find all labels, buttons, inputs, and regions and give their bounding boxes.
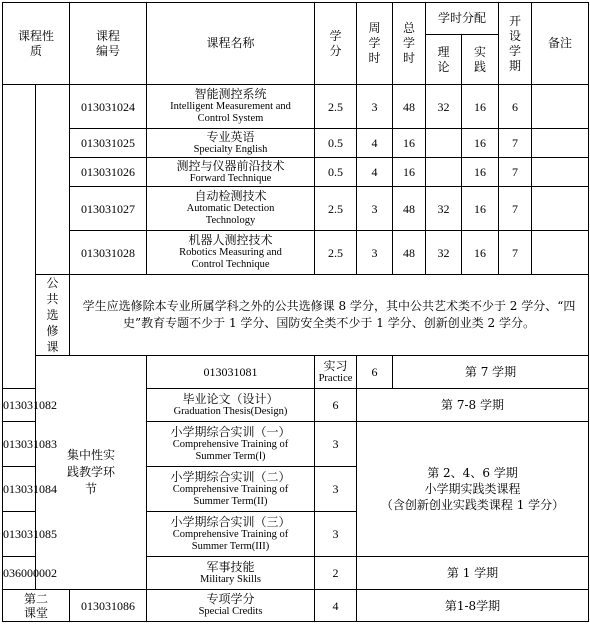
total-hours: 16 [393, 158, 426, 187]
course-code: 013031025 [70, 129, 147, 158]
course-code: 013031086 [70, 590, 147, 622]
semester-info: 第1-8学期 [357, 590, 589, 622]
course-name: 机器人测控技术 Robotics Measuring and Control Technique [147, 231, 315, 275]
course-name: 专项学分 Special Credits [147, 590, 315, 622]
second-class-label: 第二课堂 [3, 590, 70, 622]
course-code: 013031081 [147, 356, 315, 389]
course-code: 013031082 [3, 389, 36, 422]
course-code: 013031026 [70, 158, 147, 187]
total-hours: 48 [393, 187, 426, 231]
semester: 7 [499, 187, 532, 231]
theory-hours [426, 129, 462, 158]
course-name: 实习 Practice [315, 356, 357, 389]
header-course-code: 课程编号 [70, 3, 147, 85]
credits: 6 [315, 389, 357, 422]
semester-info: 第 7-8 学期 [357, 389, 589, 422]
elective-type-cell [3, 85, 36, 389]
theory-hours: 32 [426, 231, 462, 275]
semester-info: 第 1 学期 [357, 557, 589, 590]
course-plan-table [2, 2, 589, 622]
course-code: 013031085 [3, 512, 36, 557]
credits: 2.5 [315, 187, 357, 231]
practice-hours: 16 [462, 129, 499, 158]
course-code: 013031027 [70, 187, 147, 231]
credits: 0.5 [315, 129, 357, 158]
header-weekly-hours: 周学时 [357, 3, 393, 85]
remarks [532, 85, 589, 129]
practice-hours: 16 [462, 187, 499, 231]
theory-hours [426, 158, 462, 187]
course-name: 军事技能 Military Skills [147, 557, 315, 590]
table-row [3, 187, 589, 231]
remarks [532, 187, 589, 231]
weekly-hours: 4 [357, 158, 393, 187]
semester: 7 [499, 158, 532, 187]
credits: 2 [315, 557, 357, 590]
total-hours: 48 [393, 231, 426, 275]
table-row [3, 129, 589, 158]
elective-subtype-cell [36, 85, 70, 275]
credits: 4 [315, 590, 357, 622]
header-practice: 实践 [462, 35, 499, 85]
public-elective-note: 学生应选修除本专业所属学科之外的公共选修课 8 学分，其中公共艺术类不少于 2 学分、“四史”教育专题不少于 1 学分、国防安全类不少于 1 学分、创新创业类 2 学分。 [70, 275, 589, 356]
header-course-name: 课程名称 [147, 3, 315, 85]
header-credits: 学分 [315, 3, 357, 85]
credits: 2.5 [315, 85, 357, 129]
course-code: 036000002 [3, 557, 36, 590]
semester: 7 [499, 129, 532, 158]
course-code: 013031024 [70, 85, 147, 129]
practice-hours: 16 [462, 231, 499, 275]
course-name: 小学期综合实训（二） Comprehensive Training of Summer Term(II) [147, 467, 315, 512]
remarks [532, 158, 589, 187]
weekly-hours: 4 [357, 129, 393, 158]
theory-hours: 32 [426, 85, 462, 129]
credits: 3 [315, 422, 357, 467]
course-name: 专业英语 Specialty English [147, 129, 315, 158]
course-name: 小学期综合实训（一） Comprehensive Training of Summer Term(Ⅰ) [147, 422, 315, 467]
table-row [3, 231, 589, 275]
course-name: 测控与仪器前沿技术 Forward Technique [147, 158, 315, 187]
semester: 6 [499, 85, 532, 129]
credits: 3 [315, 512, 357, 557]
table-row [3, 356, 589, 389]
semester-info: 第 7 学期 [393, 356, 589, 389]
header-remarks: 备注 [532, 3, 589, 85]
header-total-hours: 总学时 [393, 3, 426, 85]
practice-section-label: 集中性实践教学环节 [36, 356, 147, 590]
credits: 6 [357, 356, 393, 389]
public-elective-label: 公共选修课 [36, 275, 70, 356]
course-name: 智能测控系统 Intelligent Measurement and Control System [147, 85, 315, 129]
table-row [3, 85, 589, 129]
weekly-hours: 3 [357, 85, 393, 129]
header-theory: 理论 [426, 35, 462, 85]
credits: 3 [315, 467, 357, 512]
remarks [532, 129, 589, 158]
total-hours: 48 [393, 85, 426, 129]
practice-hours: 16 [462, 158, 499, 187]
credits: 2.5 [315, 231, 357, 275]
weekly-hours: 3 [357, 187, 393, 231]
semester-info-summer: 第 2、4、6 学期 小学期实践类课程 （含创新创业实践类课程 1 学分） [357, 422, 589, 557]
practice-hours: 16 [462, 85, 499, 129]
course-code: 013031084 [3, 467, 36, 512]
course-code: 013031028 [70, 231, 147, 275]
table-row [3, 158, 589, 187]
total-hours: 16 [393, 129, 426, 158]
course-name: 小学期综合实训（三） Comprehensive Training of Summer Term(III) [147, 512, 315, 557]
course-code: 013031083 [3, 422, 36, 467]
header-hours-distribution: 学时分配 [426, 3, 499, 35]
theory-hours: 32 [426, 187, 462, 231]
weekly-hours: 3 [357, 231, 393, 275]
course-name: 自动检测技术 Automatic Detection Technology [147, 187, 315, 231]
table-row [3, 590, 589, 622]
header-course-type: 课程性质 [3, 3, 70, 85]
header-semester: 开设学期 [499, 3, 532, 85]
table-row [3, 275, 589, 356]
remarks [532, 231, 589, 275]
credits: 0.5 [315, 158, 357, 187]
course-name: 毕业论文（设计） Graduation Thesis(Design) [147, 389, 315, 422]
semester: 7 [499, 231, 532, 275]
